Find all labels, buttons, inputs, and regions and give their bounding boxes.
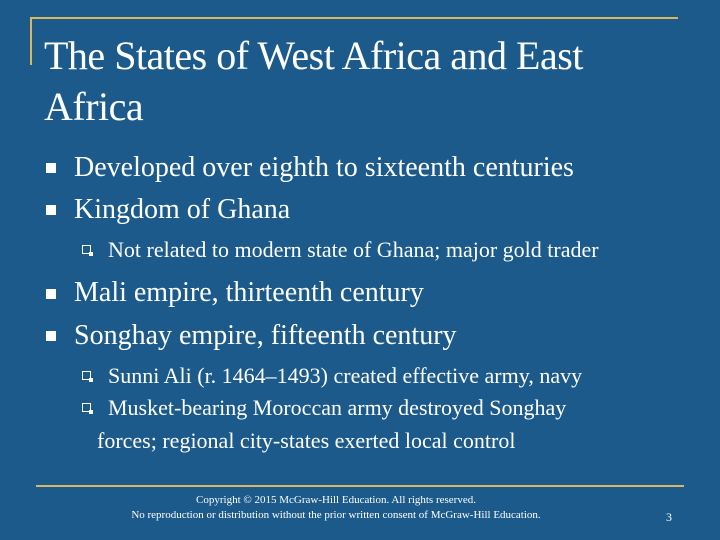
sub-bullet-item: Not related to modern state of Ghana; major gold trader [108, 237, 599, 262]
square-bullet-icon [46, 205, 56, 215]
bullet-item: Mali empire, thirteenth century [74, 277, 424, 308]
hollow-square-bullet-icon [82, 245, 91, 254]
footer-rule [36, 485, 684, 487]
bullet-item: Kingdom of Ghana [74, 194, 291, 225]
sub-bullet-item: Musket-bearing Moroccan army destroyed Songhay [108, 395, 567, 420]
sub-bullet-item-continuation: forces; regional city-states exerted local control [97, 428, 516, 453]
square-bullet-icon [46, 163, 56, 173]
hollow-square-bullet-icon [82, 403, 91, 412]
bullet-item: Developed over eighth to sixteenth centuries [74, 152, 574, 183]
square-bullet-icon [46, 289, 56, 299]
page-number: 3 [666, 510, 672, 524]
slide-title: The States of West Africa and East Africa [44, 33, 583, 129]
bullet-item: Songhay empire, fifteenth century [74, 320, 457, 351]
hollow-square-bullet-icon [82, 371, 91, 380]
sub-bullet-item: Sunni Ali (r. 1464–1493) created effective army, navy [108, 363, 583, 388]
footer [0, 493, 720, 523]
footer-notice: No reproduction or distribution without the prior written consent of McGraw-Hill Education. [131, 509, 541, 521]
footer-copyright: Copyright © 2015 McGraw-Hill Education. All rights reserved. [196, 494, 476, 506]
square-bullet-icon [46, 331, 56, 341]
